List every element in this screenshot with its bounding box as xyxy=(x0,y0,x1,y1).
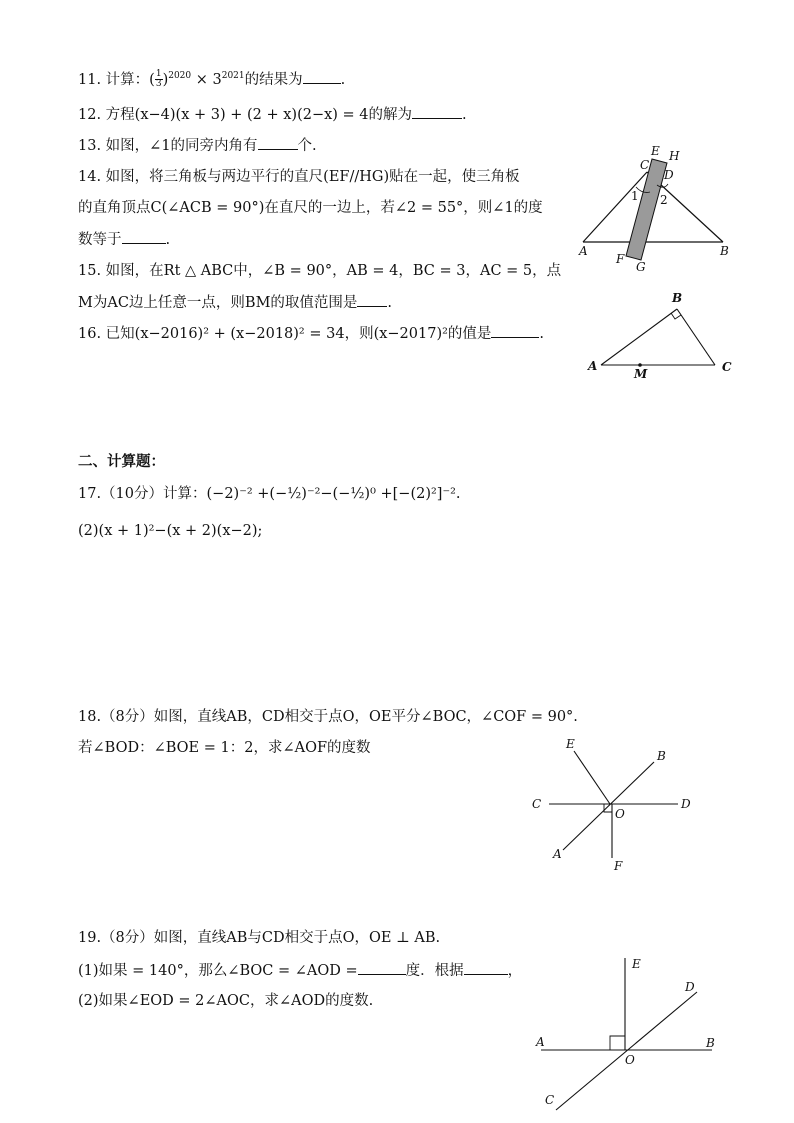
fig18-label-e: E xyxy=(566,737,575,751)
question-17-line2: (2)(x + 1)²−(x + 2)(x−2); xyxy=(78,523,263,539)
fig14-label-f: F xyxy=(616,252,625,266)
fig14-label-e: E xyxy=(651,144,660,158)
fig19-label-o: O xyxy=(625,1053,635,1067)
fig19-label-d: D xyxy=(685,980,695,994)
q11-suffix: 的结果为 xyxy=(244,71,303,88)
q13-text: 13. 如图，∠1的同旁内角有 xyxy=(78,138,258,154)
fig18-label-a: A xyxy=(553,847,562,861)
q11-prefix: 11. 计算：( xyxy=(78,71,155,88)
q11-exp1: 2020 xyxy=(168,71,192,81)
fig19-label-b: B xyxy=(706,1036,715,1050)
fig15-label-a: A xyxy=(588,359,598,373)
q11-exp2: 2021 xyxy=(221,71,245,81)
q11-mid: × 3 xyxy=(195,71,222,88)
q12-text: 12. 方程(x−4)(x + 3) + (2 + x)(2−x) = 4的解为 xyxy=(78,107,413,123)
fig19-line-cd xyxy=(556,992,697,1110)
fig19-label-a: A xyxy=(536,1035,545,1049)
question-12: 12. 方程(x−4)(x + 3) + (2 + x)(2−x) = 4的解为 . xyxy=(78,104,467,125)
fig15-label-m: M xyxy=(634,367,648,381)
question-19-line3: (2)如果∠EOD = 2∠AOC，求∠AOD的度数. xyxy=(78,993,374,1009)
fig14-label-1: 1 xyxy=(631,189,639,203)
q11-fraction: $\frac{1}{3}$ xyxy=(155,69,162,90)
question-15-line2: M为AC边上任意一点，则BM的取值范围是 . xyxy=(78,292,392,313)
fig18-label-f: F xyxy=(614,859,623,873)
fig14-label-g: G xyxy=(636,260,646,274)
question-17-line1: 17.（10分）计算：(−2)⁻² +(−½)⁻²−(−½)⁰ +[−(2)²]⁻². xyxy=(78,486,461,502)
fig14-label-a: A xyxy=(579,244,588,258)
fig19-label-c: C xyxy=(545,1093,555,1107)
question-15-line1: 15. 如图，在Rt △ ABC中，∠B = 90°，AB = 4，BC = 3，AC = 5，点 xyxy=(78,263,562,279)
question-11: 11. 计算：( $\frac{1}{3}$ )$^{2020} \times 3^{2021}$的结果为 . xyxy=(78,69,346,90)
fig14-label-c: C xyxy=(640,158,650,172)
fig15-label-c: C xyxy=(722,360,732,374)
fig14-label-h: H xyxy=(669,149,680,163)
question-19-line2: (1)如果 = 140°，那么∠BOC = ∠AOD = 度．根据 ， xyxy=(78,960,522,981)
question-14-line3: 数等于 . xyxy=(78,229,170,250)
question-14-line2: 的直角顶点C(∠ACB = 90°)在直尺的一边上，若∠2 = 55°，则∠1的度 xyxy=(78,200,543,216)
section-2-title: 二、计算题： xyxy=(78,453,165,470)
question-16: 16. 已知(x−2016)² + (x−2018)² = 34，则(x−2017)²的值是 . xyxy=(78,323,544,344)
question-14-line1: 14. 如图，将三角板与两边平行的直尺(EF//HG)贴在一起，使三角板 xyxy=(78,169,520,185)
question-18-line2: 若∠BOD：∠BOE = 1：2，求∠AOF的度数 xyxy=(78,740,371,756)
fig18-label-b: B xyxy=(657,749,666,763)
fig18-label-o: O xyxy=(615,807,625,821)
fig18-label-c: C xyxy=(532,797,542,811)
fig14-label-b: B xyxy=(720,244,729,258)
fig14-label-2: 2 xyxy=(660,193,668,207)
question-19-line1: 19.（8分）如图，直线AB与CD相交于点O，OE ⊥ AB. xyxy=(78,930,441,946)
fig18-label-d: D xyxy=(681,797,691,811)
fig14-label-d: D xyxy=(664,168,674,182)
question-18-line1: 18.（8分）如图，直线AB，CD相交于点O，OE平分∠BOC，∠COF = 90°. xyxy=(78,709,578,725)
fig19-right-angle xyxy=(610,1036,625,1050)
question-13: 13. 如图，∠1的同旁内角有 个. xyxy=(78,135,317,156)
fig19-label-e: E xyxy=(632,957,641,971)
fig15-label-b: B xyxy=(672,291,683,305)
